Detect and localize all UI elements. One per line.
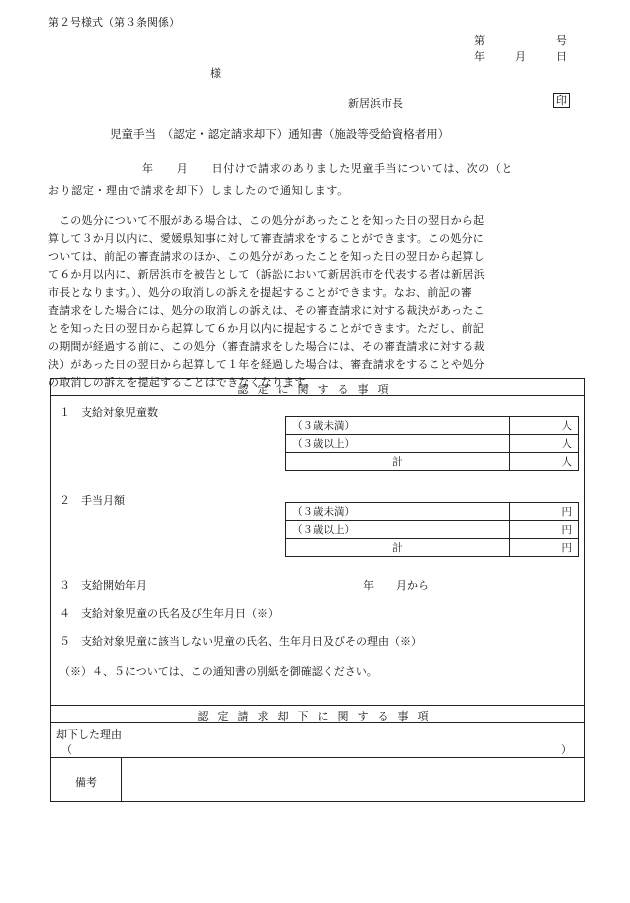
remarks-label: 備考 — [75, 776, 97, 789]
notice-line: この処分について不服がある場合は、この処分があったことを知った日の翌日から起 — [59, 214, 485, 227]
row-unit: 人 — [509, 435, 578, 453]
section2-header: 認定請求却下に関する事項 — [197, 710, 438, 723]
divider — [51, 757, 584, 758]
row-label: （３歳以上） — [286, 521, 510, 539]
row-label: 計 — [286, 453, 510, 471]
table-row — [286, 435, 579, 453]
item1-label: １ 支給対象児童数 — [59, 406, 158, 419]
divider — [51, 722, 584, 723]
table-row — [286, 539, 579, 557]
date-month: 月 — [515, 50, 526, 63]
notice-line: て６か月以内に、新居浜市を被告として（訴訟において新居浜市を代表する者は新居浜 — [48, 268, 485, 281]
notice-line: 市長となります。）、処分の取消しの訴えを提起することができます。なお、前記の審 — [48, 286, 473, 299]
issuer: 新居浜市長 — [348, 97, 403, 110]
form-box — [50, 378, 585, 802]
divider — [51, 395, 584, 396]
date-day: 日 — [556, 50, 567, 63]
row-unit: 人 — [509, 417, 578, 435]
row-label: （３歳未満） — [286, 503, 510, 521]
row-label: （３歳以上） — [286, 435, 510, 453]
table-row — [286, 521, 579, 539]
row-unit: 円 — [509, 521, 578, 539]
notice-line: 算して３か月以内に、愛媛県知事に対して審査請求をすることができます。この処分に — [48, 232, 484, 245]
appeal-notice — [48, 212, 583, 392]
seal-mark: 印 — [553, 93, 570, 108]
row-label: 計 — [286, 539, 510, 557]
reason-label: 却下した理由 — [56, 728, 122, 741]
number-go: 号 — [556, 34, 567, 47]
notice-line: ついては、前記の審査請求のほか、この処分があったことを知った日の翌日から起算し — [48, 250, 485, 263]
monthly-amount-table — [285, 502, 579, 557]
intro-line-2: おり認定・理由で請求を却下）しましたので通知します。 — [48, 184, 349, 197]
notice-line: とを知った日の翌日から起算して６か月以内に提起することができます。ただし、前記 — [48, 322, 484, 335]
item5-label: ５ 支給対象児童に該当しない児童の氏名、生年月日及びその理由（※） — [59, 635, 422, 648]
row-label: （３歳未満） — [286, 417, 510, 435]
row-unit: 円 — [509, 503, 578, 521]
notice-line: 査請求をした場合には、処分の取消しの訴えは、その審査請求に対する裁決があったこ — [48, 304, 485, 317]
reason-open-paren: （ — [61, 743, 72, 756]
divider — [51, 705, 584, 706]
intro-line-1: 年 月 日付けで請求のありました児童手当については、次の（と — [142, 162, 513, 175]
notice-line: の取消しの訴えを提起することはできなくなります。 — [48, 376, 316, 389]
item4-label: ４ 支給対象児童の氏名及び生年月日（※） — [59, 607, 279, 620]
date-year: 年 — [474, 50, 485, 63]
row-unit: 人 — [509, 453, 578, 471]
addressee-suffix: 様 — [210, 67, 221, 80]
child-count-table — [285, 416, 579, 471]
notice-line: 決）があった日の翌日から起算して１年を経過した場合は、審査請求をすることや処分 — [48, 358, 485, 371]
item2-label: ２ 手当月額 — [59, 494, 125, 507]
remarks-divider — [121, 757, 122, 801]
table-row — [286, 417, 579, 435]
table-row — [286, 503, 579, 521]
table-row — [286, 453, 579, 471]
note: （※）４、５については、この通知書の別紙を御確認ください。 — [59, 665, 378, 678]
number-dai: 第 — [474, 34, 485, 47]
notice-line: の期間が経過する前に、この処分（審査請求をした場合には、その審査請求に対する裁 — [48, 340, 485, 353]
item3-label: ３ 支給開始年月 — [59, 579, 147, 592]
item3-value: 年 月から — [363, 579, 429, 592]
form-id: 第２号様式（第３条関係） — [48, 16, 180, 29]
row-unit: 円 — [509, 539, 578, 557]
reason-close-paren: ） — [561, 743, 572, 756]
document-title: 児童手当 （認定・認定請求却下）通知書（施設等受給資格者用） — [110, 127, 450, 141]
section1-header: 認定に関する事項 — [237, 383, 398, 396]
